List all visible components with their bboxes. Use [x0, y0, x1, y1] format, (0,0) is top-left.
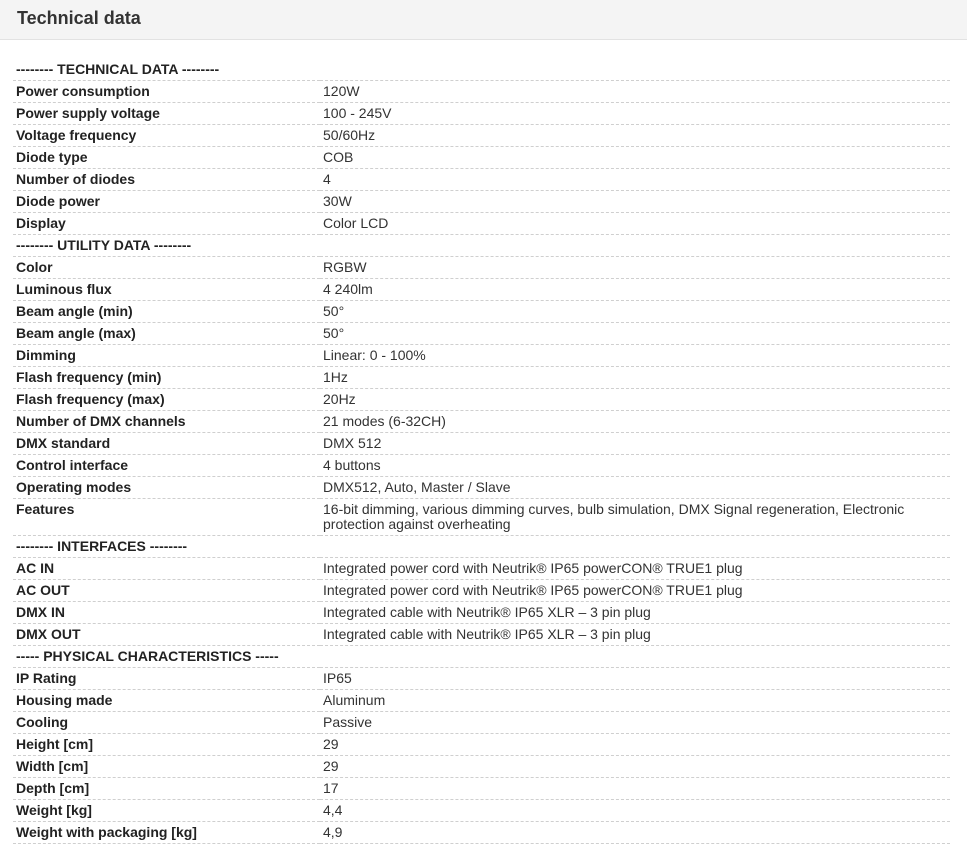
spec-value: 4 240lm: [320, 279, 950, 301]
spec-row: [13, 756, 950, 778]
spec-row: [13, 169, 950, 191]
spec-label: Number of DMX channels: [13, 411, 320, 433]
spec-value: 1Hz: [320, 367, 950, 389]
spec-row: [13, 411, 950, 433]
section-header: ----- PHYSICAL CHARACTERISTICS -----: [13, 646, 950, 668]
spec-value: 50°: [320, 301, 950, 323]
spec-value: 4: [320, 169, 950, 191]
spec-row: [13, 602, 950, 624]
spec-value: Aluminum: [320, 690, 950, 712]
spec-label: Beam angle (max): [13, 323, 320, 345]
spec-row: [13, 367, 950, 389]
spec-label: Voltage frequency: [13, 125, 320, 147]
spec-value: 50°: [320, 323, 950, 345]
spec-label: Dimming: [13, 345, 320, 367]
spec-value: 120W: [320, 81, 950, 103]
spec-label: DMX OUT: [13, 624, 320, 646]
spec-row: [13, 668, 950, 690]
spec-row: [13, 389, 950, 411]
spec-row: [13, 558, 950, 580]
spec-value: 29: [320, 734, 950, 756]
spec-row: [13, 125, 950, 147]
spec-row: [13, 103, 950, 125]
spec-value: Integrated power cord with Neutrik® IP65 powerCON® TRUE1 plug: [320, 580, 950, 602]
spec-label: Flash frequency (min): [13, 367, 320, 389]
spec-row: [13, 822, 950, 844]
spec-value: DMX512, Auto, Master / Slave: [320, 477, 950, 499]
spec-row: [13, 455, 950, 477]
spec-row: [13, 624, 950, 646]
spec-label: AC IN: [13, 558, 320, 580]
spec-label: Weight with packaging [kg]: [13, 822, 320, 844]
spec-row: [13, 81, 950, 103]
spec-row: [13, 323, 950, 345]
spec-value: IP65: [320, 668, 950, 690]
spec-label: Number of diodes: [13, 169, 320, 191]
section-header-row: [13, 59, 950, 81]
spec-value: 30W: [320, 191, 950, 213]
spec-label: AC OUT: [13, 580, 320, 602]
spec-label: Width [cm]: [13, 756, 320, 778]
spec-label: Display: [13, 213, 320, 235]
spec-value: RGBW: [320, 257, 950, 279]
spec-value: Integrated cable with Neutrik® IP65 XLR – 3 pin plug: [320, 624, 950, 646]
section-header-row: [13, 235, 950, 257]
spec-value: 21 modes (6-32CH): [320, 411, 950, 433]
spec-row: [13, 213, 950, 235]
spec-label: Diode power: [13, 191, 320, 213]
spec-label: Housing made: [13, 690, 320, 712]
spec-value: Linear: 0 - 100%: [320, 345, 950, 367]
spec-value: 29: [320, 756, 950, 778]
panel-title: Technical data: [17, 7, 141, 28]
spec-row: [13, 257, 950, 279]
spec-value: COB: [320, 147, 950, 169]
spec-value: Integrated cable with Neutrik® IP65 XLR – 3 pin plug: [320, 602, 950, 624]
spec-label: Flash frequency (max): [13, 389, 320, 411]
spec-label: IP Rating: [13, 668, 320, 690]
technical-data-table: [13, 59, 950, 844]
spec-row: [13, 191, 950, 213]
section-header: -------- INTERFACES --------: [13, 536, 950, 558]
spec-label: Diode type: [13, 147, 320, 169]
spec-value: Passive: [320, 712, 950, 734]
spec-label: Beam angle (min): [13, 301, 320, 323]
spec-value: Integrated power cord with Neutrik® IP65 powerCON® TRUE1 plug: [320, 558, 950, 580]
spec-label: DMX standard: [13, 433, 320, 455]
spec-value: 4,9: [320, 822, 950, 844]
spec-label: Depth [cm]: [13, 778, 320, 800]
spec-row: [13, 477, 950, 499]
spec-row: [13, 433, 950, 455]
spec-row: [13, 778, 950, 800]
spec-row: [13, 712, 950, 734]
spec-value: DMX 512: [320, 433, 950, 455]
spec-value: 16-bit dimming, various dimming curves, bulb simulation, DMX Signal regeneration, Electronic protection against overheating: [320, 499, 950, 536]
spec-value: 17: [320, 778, 950, 800]
spec-row: [13, 279, 950, 301]
spec-value: Color LCD: [320, 213, 950, 235]
spec-row: [13, 301, 950, 323]
section-header: -------- UTILITY DATA --------: [13, 235, 950, 257]
panel-header: [0, 0, 967, 40]
spec-row: [13, 734, 950, 756]
spec-label: Color: [13, 257, 320, 279]
spec-value: 4 buttons: [320, 455, 950, 477]
spec-label: Operating modes: [13, 477, 320, 499]
spec-value: 100 - 245V: [320, 103, 950, 125]
technical-data-body: [13, 59, 950, 844]
spec-row: [13, 147, 950, 169]
spec-row: [13, 345, 950, 367]
spec-label: Luminous flux: [13, 279, 320, 301]
spec-value: 20Hz: [320, 389, 950, 411]
spec-label: Control interface: [13, 455, 320, 477]
section-header-row: [13, 536, 950, 558]
spec-row: [13, 690, 950, 712]
spec-row: [13, 580, 950, 602]
spec-label: DMX IN: [13, 602, 320, 624]
spec-label: Weight [kg]: [13, 800, 320, 822]
spec-row: [13, 499, 950, 536]
spec-value: 50/60Hz: [320, 125, 950, 147]
spec-label: Height [cm]: [13, 734, 320, 756]
section-header: -------- TECHNICAL DATA --------: [13, 59, 950, 81]
spec-label: Power supply voltage: [13, 103, 320, 125]
section-header-row: [13, 646, 950, 668]
spec-label: Power consumption: [13, 81, 320, 103]
spec-label: Cooling: [13, 712, 320, 734]
spec-label: Features: [13, 499, 320, 536]
spec-row: [13, 800, 950, 822]
spec-value: 4,4: [320, 800, 950, 822]
